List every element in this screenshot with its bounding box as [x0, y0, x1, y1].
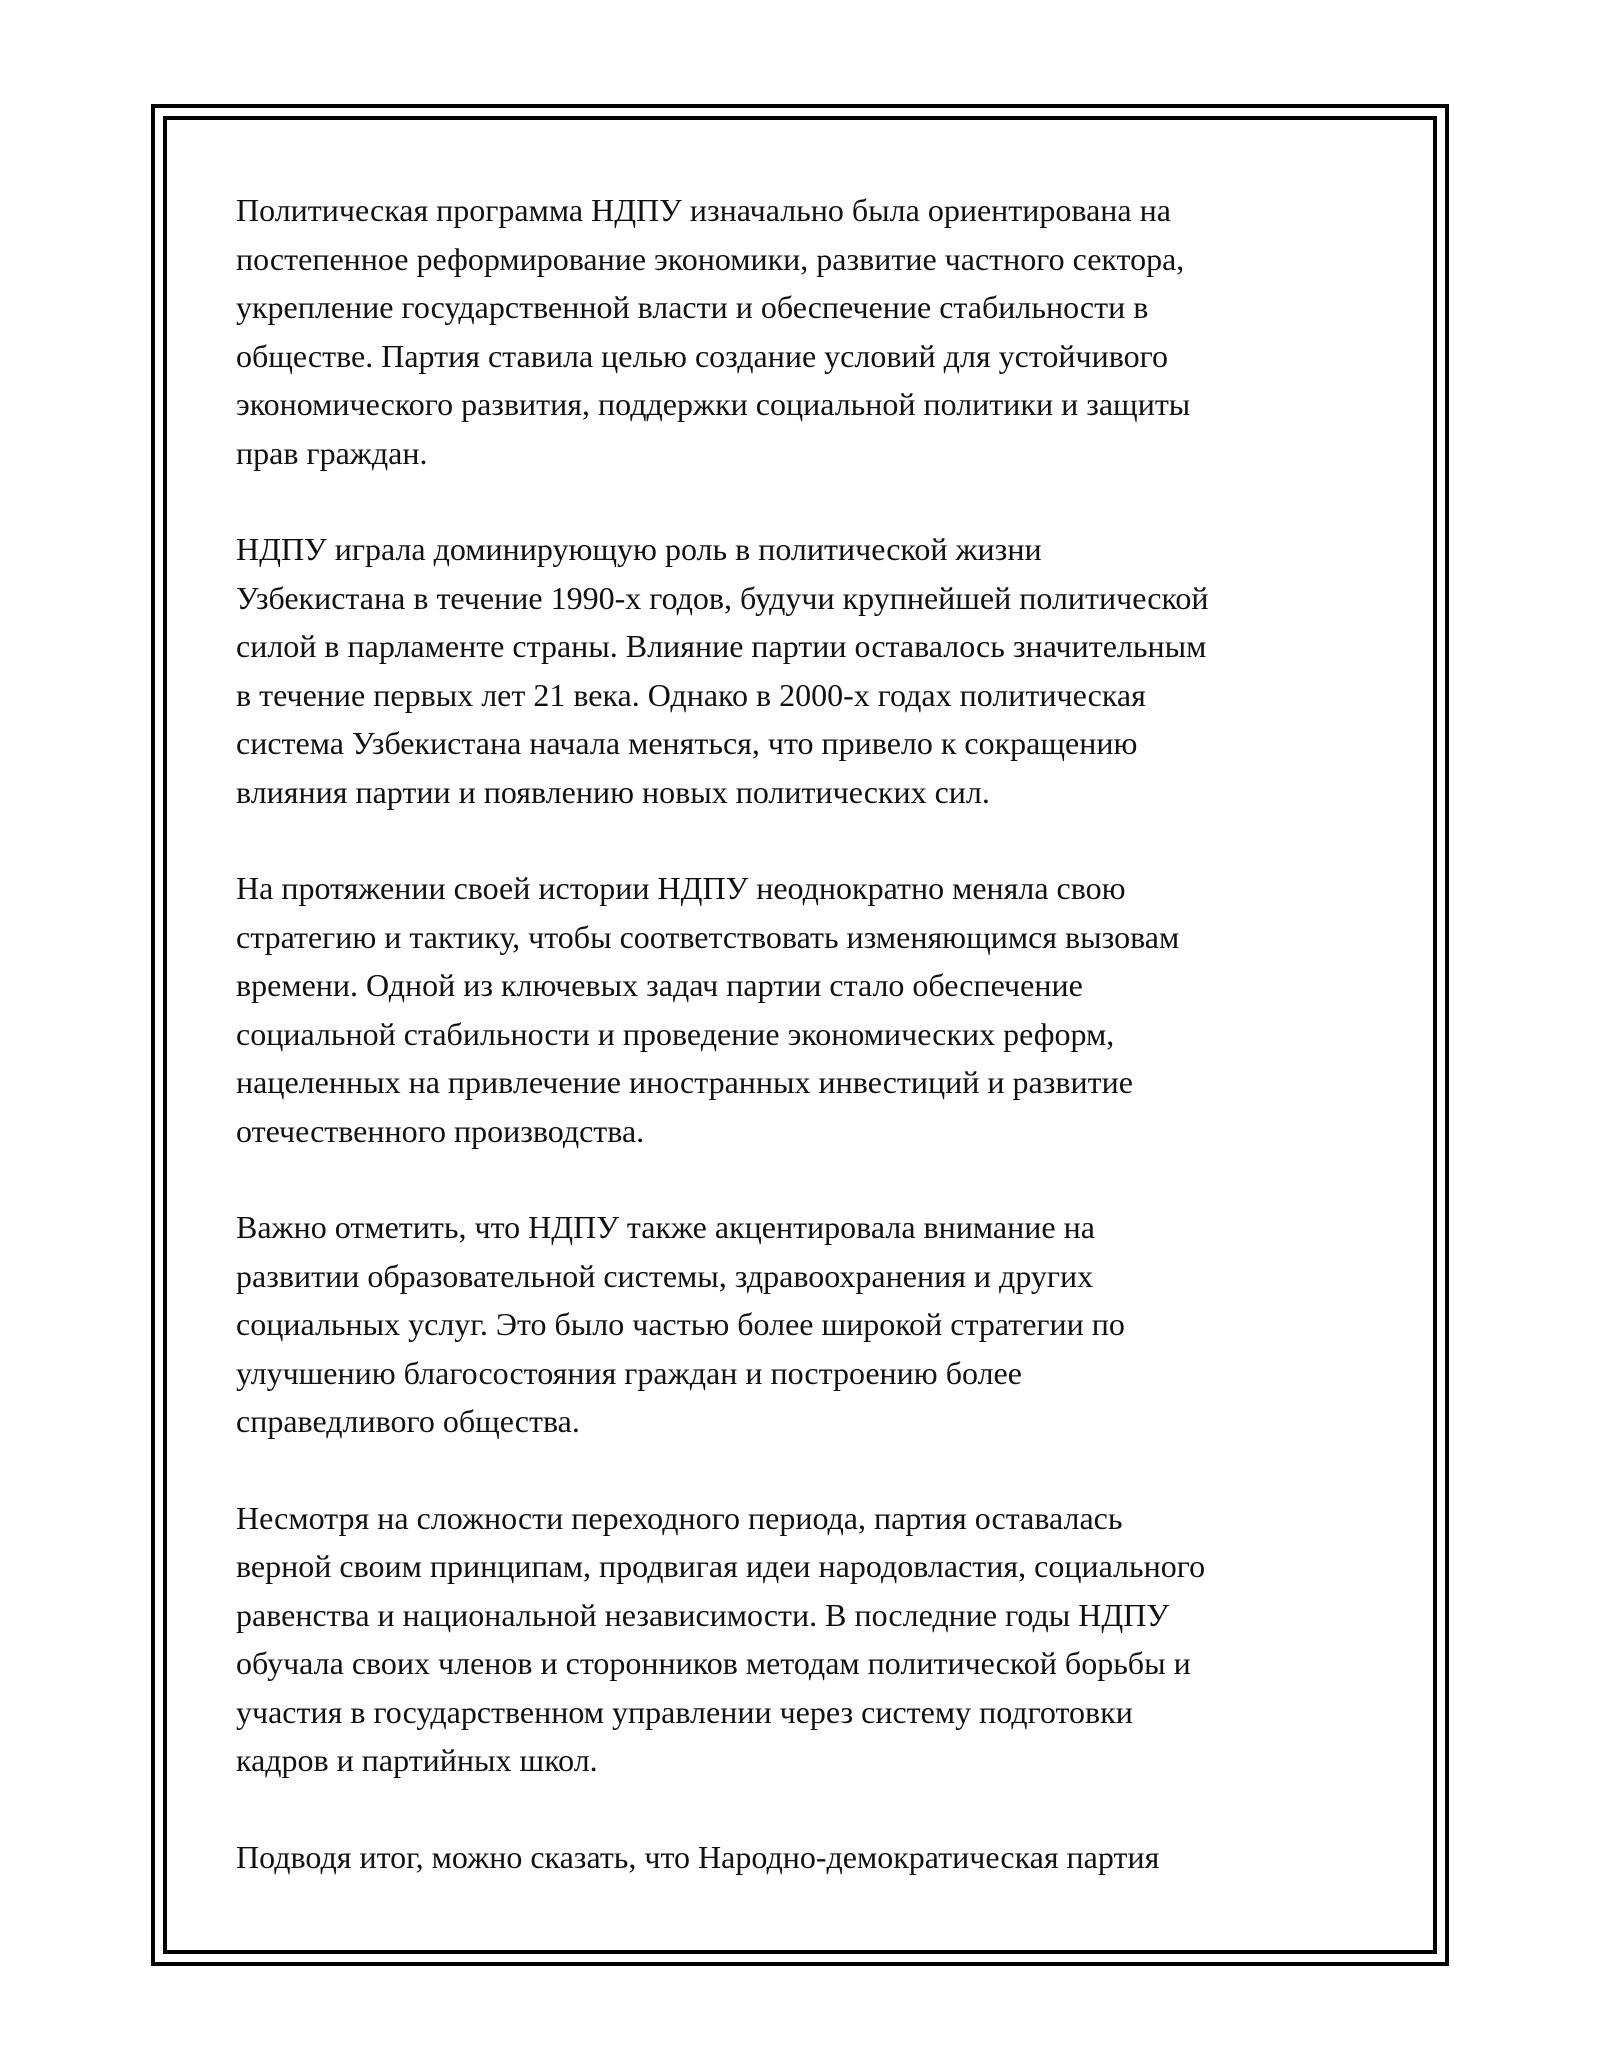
text-line: улучшению благосостояния граждан и построению более	[236, 1354, 1022, 1391]
text-line: нацеленных на привлечение иностранных инвестиций и развитие	[236, 1064, 1133, 1100]
text-line: обществе. Партия ставила целью создание условий для устойчивого	[236, 337, 1168, 374]
paragraph-4	[236, 1203, 1376, 1446]
text-line: социальной стабильности и проведение экономических реформ,	[236, 1015, 1115, 1052]
text-line: НДПУ играла доминирующую роль в политической жизни	[236, 531, 1042, 567]
text-line: экономического развития, поддержки социальной политики и защиты	[236, 386, 1191, 422]
text-line: стратегию и тактику, чтобы соответствовать изменяющимся вызовам	[236, 918, 1180, 955]
text-line: прав граждан.	[236, 434, 428, 471]
text-line: участия в государственном управлении через систему подготовки	[236, 1693, 1133, 1730]
text-line: постепенное реформирование экономики, развитие частного сектора,	[236, 240, 1185, 277]
text-line: система Узбекистана начала меняться, что привело к сокращению	[236, 725, 1138, 761]
text-line: равенства и национальной независимости. В последние годы НДПУ	[236, 1596, 1169, 1633]
paragraph-3	[236, 864, 1376, 1155]
paragraph-1	[236, 186, 1376, 477]
text-line: Несмотря на сложности переходного периода, партия оставалась	[236, 1499, 1123, 1536]
text-line: кадров и партийных школ.	[236, 1742, 598, 1778]
text-line: обучала своих членов и сторонников методам политической борьбы и	[236, 1645, 1191, 1681]
text-line: развитии образовательной системы, здравоохранения и других	[236, 1257, 1094, 1294]
text-line: Узбекистана в течение 1990-х годов, будучи крупнейшей политической	[236, 579, 1209, 616]
text-line: социальных услуг. Это было частью более широкой стратегии по	[236, 1306, 1125, 1342]
paragraph-5	[236, 1494, 1376, 1785]
text-line: Важно отметить, что НДПУ также акцентировала внимание на	[236, 1209, 1095, 1245]
text-line: справедливого общества.	[236, 1403, 580, 1439]
text-line: влияния партии и появлению новых политических сил.	[236, 773, 990, 810]
text-line: силой в парламенте страны. Влияние партии оставалось значительным	[236, 628, 1207, 664]
text-line: Политическая программа НДПУ изначально была ориентирована на	[236, 192, 1171, 228]
text-line: в течение первых лет 21 века. Однако в 2000-х годах политическая	[236, 676, 1146, 713]
text-line: укрепление государственной власти и обеспечение стабильности в	[236, 289, 1149, 325]
text-line: времени. Одной из ключевых задач партии стало обеспечение	[236, 967, 1083, 1003]
text-line: верной своим принципам, продвигая идеи народовластия, социального	[236, 1548, 1206, 1584]
document-body	[236, 186, 1376, 1929]
text-line: Подводя итог, можно сказать, что Народно-демократическая партия	[236, 1838, 1160, 1875]
paragraph-6	[236, 1833, 1376, 1882]
text-line: На протяжении своей истории НДПУ неоднократно меняла свою	[236, 870, 1126, 906]
paragraph-2	[236, 525, 1376, 816]
text-line: отечественного производства.	[236, 1112, 645, 1149]
